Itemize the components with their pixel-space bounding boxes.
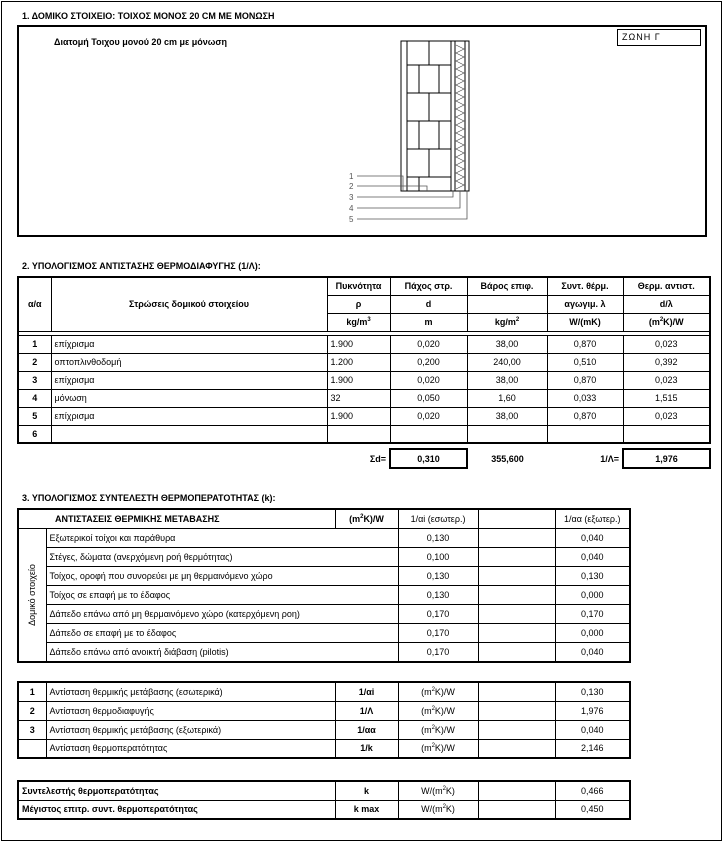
layer-number-5: 5 [349, 215, 354, 224]
header-density-unit: $kg/m^3$ [327, 313, 390, 331]
header-density-sym: ρ [327, 295, 390, 313]
section1-heading: 1. ΔΟΜΙΚΟ ΣΤΟΙΧΕΙΟ: ΤΟΙΧΟΣ ΜΟΝΟΣ 20 CM ΜΕ ΜΟΝΩΣΗ [22, 11, 275, 21]
header-resistance-unit: $(m^2K)/W$ [623, 313, 710, 331]
header-thickness-sym: d [390, 295, 467, 313]
transfer-resistances-table [17, 508, 631, 663]
zone-label: ΖΩΝΗ Γ [617, 29, 701, 46]
table-row: Αντίσταση θερμοπερατότητας 1/k $(m^2K)/W$ 2,146 [18, 739, 630, 758]
table-row: Δάπεδο σε επαφή με το έδαφος 0,170 0,000 [18, 623, 630, 642]
layer-number-4: 4 [349, 204, 354, 213]
table-row: Μέγιστος επιτρ. συντ. θερμοπερατότητας k max $W/(m^2K)$ 0,450 [18, 800, 630, 819]
header-conductivity: Συντ. θέρμ. [547, 277, 623, 295]
col-aa-header: 1/αα (εξωτερ.) [555, 509, 630, 528]
summary-table [17, 681, 631, 759]
table-row: Δομικό στοιχείο Εξωτερικοί τοίχοι και παράθυρα 0,130 0,040 [18, 528, 630, 547]
transfer-table-title: ΑΝΤΙΣΤΑΣΕΙΣ ΘΕΡΜΙΚΗΣ ΜΕΤΑΒΑΣΗΣ [18, 509, 335, 528]
kmax-value: 0,450 [555, 800, 630, 819]
header-weight: Βάρος επιφ. [467, 277, 547, 295]
inner-plaster [401, 41, 407, 191]
vertical-label-cell [18, 528, 46, 662]
table-row: Δάπεδο επάνω από μη θερμαινόμενο χώρο (κατερχόμενη ροη) 0,170 0,170 [18, 604, 630, 623]
table-row: Τοίχος σε επαφή με το έδαφος 0,130 0,000 [18, 585, 630, 604]
kmax-label: Μέγιστος επιτρ. συντ. θερμοπερατότητας [18, 800, 335, 819]
transfer-unit-header: $(m^2K)/W$ [335, 509, 398, 528]
section3-heading: 3. ΥΠΟΛΟΓΙΣΜΟΣ ΣΥΝΤΕΛΕΣΤΗ ΘΕΡΜΟΠΕΡΑΤΟΤΗΤΑΣ (k): [22, 493, 276, 503]
table-row: 2 Αντίσταση θερμοδιαφυγής 1/Λ $(m^2K)/W$ 1,976 [18, 701, 630, 720]
k-symbol: k [335, 781, 398, 800]
table-row: 2 οπτοπλινθοδομή 1.200 0,200 240,00 0,510 0,392 [18, 353, 710, 371]
diagram-title: Διατομή Τοιχου μονού 20 cm με μόνωση [54, 37, 227, 47]
header-thickness-unit: m [390, 313, 467, 331]
section2-heading: 2. ΥΠΟΛΟΓΙΣΜΟΣ ΑΝΤΙΣΤΑΣΗΣ ΘΕΡΜΟΔΙΑΦΥΓΗΣ (1/Λ): [22, 261, 261, 271]
header-layers: Στρώσεις δομικού στοιχείου [51, 277, 327, 331]
layer-number-1: 1 [349, 172, 354, 181]
sum-weight-value: 355,600 [491, 453, 524, 464]
layers-table [17, 276, 711, 469]
k-value: 0,466 [555, 781, 630, 800]
table-row: Δάπεδο επάνω από ανοικτή διάβαση (pilotis) 0,170 0,040 [18, 642, 630, 661]
table-row: 1 επίχρισμα 1.900 0,020 38,00 0,870 0,023 [18, 335, 710, 353]
table-row: 4 μόνωση 32 0,050 1,60 0,033 1,515 [18, 389, 710, 407]
vertical-label: Δομικό στοιχείο [27, 563, 37, 626]
page [1, 1, 722, 841]
table-row: 1 Αντίσταση θερμικής μετάβασης (εσωτερικά) 1/αi $(m^2K)/W$ 0,130 [18, 682, 630, 701]
middle-plaster [451, 41, 455, 191]
header-weight-unit: $kg/m^2$ [467, 313, 547, 331]
table-row: Τοίχος, οροφή που συνορεύει με μη θερμαινόμενο χώρο 0,130 0,130 [18, 566, 630, 585]
inverse-lambda-value: 1,976 [623, 449, 710, 468]
table-row: 3 επίχρισμα 1.900 0,020 38,00 0,870 0,023 [18, 371, 710, 389]
outer-plaster [465, 41, 469, 191]
header-thickness: Πάχος στρ. [390, 277, 467, 295]
header-density: Πυκνότητα [327, 277, 390, 295]
header-conductivity-unit: W/(mK) [547, 313, 623, 331]
wall-section-box [17, 25, 707, 237]
table-row: Συντελεστής θερμοπερατότητας k $W/(m^2K)$ 0,466 [18, 781, 630, 800]
header-aa: α/α [18, 277, 51, 331]
layer-number-2: 2 [349, 182, 354, 191]
inverse-lambda-label: 1/Λ= [600, 453, 619, 464]
col-ai-header: 1/αi (εσωτερ.) [398, 509, 478, 528]
header-resistance-sym: d/λ [623, 295, 710, 313]
table-row: 6 [18, 425, 710, 443]
k-label: Συντελεστής θερμοπερατότητας [18, 781, 335, 800]
final-coefficient-table [17, 780, 631, 820]
layer-number-3: 3 [349, 193, 354, 202]
wall-cross-section-diagram [319, 37, 489, 237]
table-row: 3 Αντίσταση θερμικής μετάβασης (εξωτερικά) 1/αα $(m^2K)/W$ 0,040 [18, 720, 630, 739]
header-resistance: Θερμ. αντιστ. [623, 277, 710, 295]
sum-d-value: 0,310 [390, 449, 467, 468]
sum-d-label: Σd= [369, 453, 386, 464]
table-row: Στέγες, δώματα (ανερχόμενη ροή θερμότητας) 0,100 0,040 [18, 547, 630, 566]
kmax-symbol: k max [335, 800, 398, 819]
table-row: 5 επίχρισμα 1.900 0,020 38,00 0,870 0,023 [18, 407, 710, 425]
header-conductivity-sym: αγωγιμ. λ [547, 295, 623, 313]
